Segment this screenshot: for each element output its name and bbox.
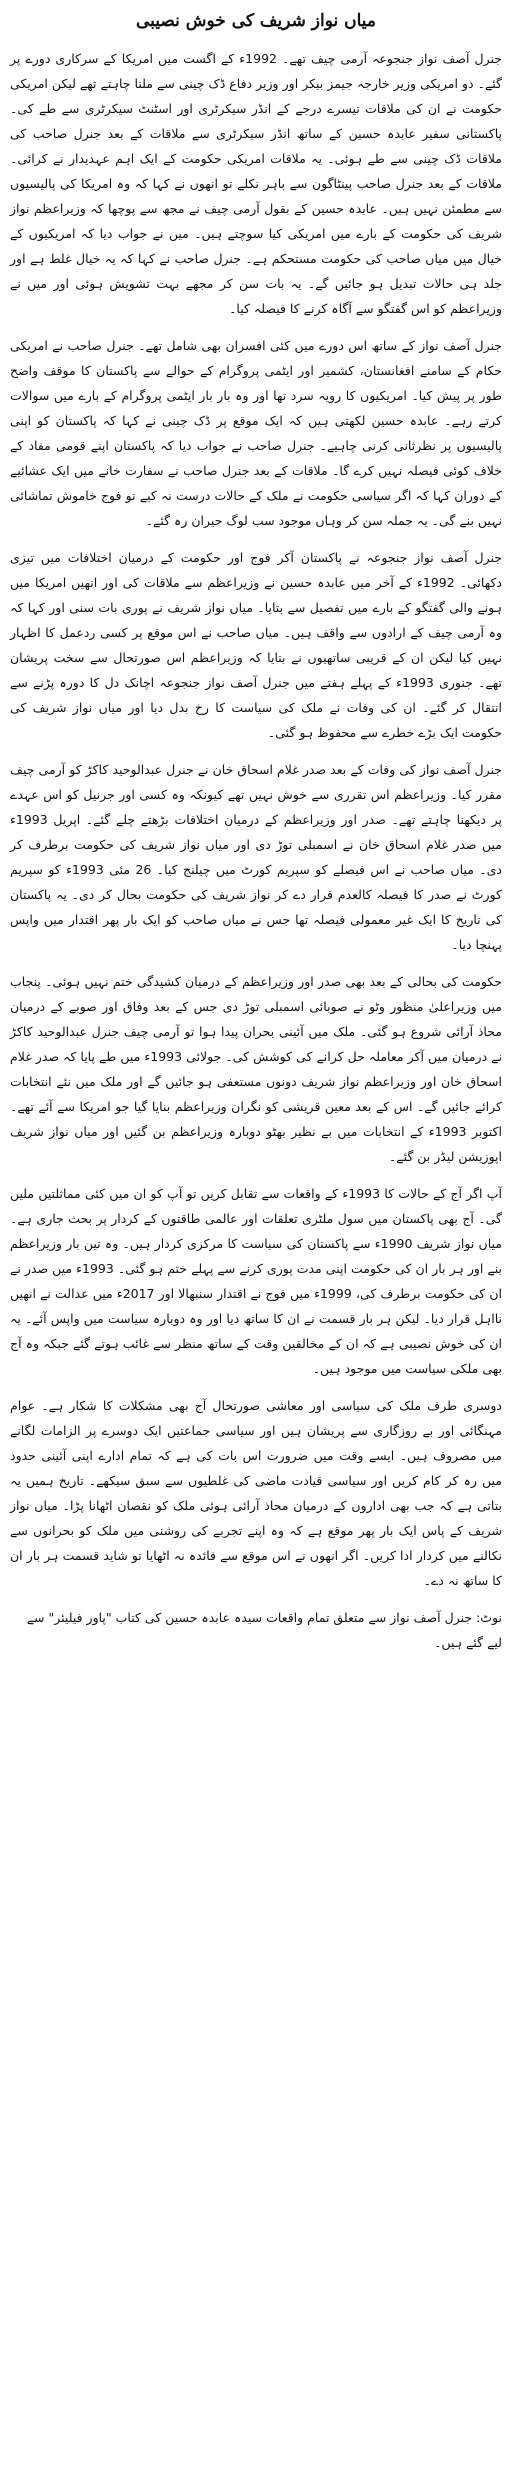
article-paragraph-7: دوسری طرف ملک کی سیاسی اور معاشی صورتحال آج بھی مشکلات کا شکار ہے۔ عوام مہنگائی اور بے روزگاری سے پریشان ہیں اور سیاسی جماعتیں ایک دوسرے پر الزامات لگانے میں مصروف ہیں۔ ایسے وقت میں ضرورت اس بات کی ہے کہ تمام ادارے اپنی آئینی حدود میں رہ کر کام کریں اور سیاسی قیادت ماضی کی غلطیوں سے سبق سیکھے۔ تاریخ ہمیں یہ بتاتی ہے کہ جب بھی اداروں کے درمیان محاذ آرائی ہوئی ملک کو نقصان اٹھانا پڑا۔ میاں نواز شریف کے پاس ایک بار پھر موقع ہے کہ وہ اپنے تجربے کی روشنی میں ملک کو بحرانوں سے نکالنے میں کردار ادا کریں۔ اگر انھوں نے اس موقع سے فائدہ نہ اٹھایا تو شاید قسمت ہر بار ان کا ساتھ نہ دے۔ bbox=[10, 1398, 502, 1588]
article-paragraph-6: آپ اگر آج کے حالات کا 1993ء کے واقعات سے تقابل کریں تو آپ کو ان میں کئی مماثلتیں ملیں گی۔ آج بھی پاکستان میں سول ملٹری تعلقات اور عالمی طاقتوں کے کردار پر بحث جاری ہے۔ میاں نواز شریف 1990ء سے پاکستان کی سیاست کا مرکزی کردار ہیں۔ وہ تین بار وزیراعظم بنے اور ہر بار ان کی حکومت اپنی مدت پوری کرنے سے پہلے ختم ہو گئی۔ 1993ء میں صدر نے ان کی حکومت برطرف کی، 1999ء میں فوج نے اقتدار سنبھالا اور 2017ء میں عدالت نے انھیں نااہل قرار دیا۔ لیکن ہر بار قسمت نے ان کا ساتھ دیا اور وہ دوبارہ سیاست میں واپس آئے۔ یہ ان کی خوش نصیبی ہے کہ ان کے مخالفین وقت کے ساتھ منظر سے غائب ہوتے گئے جبکہ وہ آج بھی ملکی سیاست میں موجود ہیں۔ bbox=[10, 1186, 503, 1376]
article-paragraph-4: جنرل آصف نواز کی وفات کے بعد صدر غلام اسحاق خان نے جنرل عبدالوحید کاکڑ کو آرمی چیف مقرر کیا۔ وزیراعظم اس تقرری سے خوش نہیں تھے کیونکہ وہ کسی اور جرنیل کو اس عہدے پر دیکھنا چاہتے تھے۔ صدر اور وزیراعظم کے درمیان اختلافات بڑھتے چلے گئے۔ اپریل 1993ء میں صدر غلام اسحاق خان نے اسمبلی توڑ دی اور میاں نواز شریف کی حکومت برطرف کر دی۔ میاں صاحب نے اس فیصلے کو سپریم کورٹ میں چیلنج کیا۔ 26 مئی 1993ء کو سپریم کورٹ نے صدر کا فیصلہ کالعدم قرار دے کر نواز شریف کی حکومت بحال کر دی۔ یہ پاکستان کی تاریخ کا ایک غیر معمولی فیصلہ تھا جس نے میاں صاحب کو ایک بار پھر اقتدار میں واپس پہنچا دیا۔ bbox=[10, 762, 502, 952]
article-paragraph-5: حکومت کی بحالی کے بعد بھی صدر اور وزیراعظم کے درمیان کشیدگی ختم نہیں ہوئی۔ پنجاب میں وزیراعلیٰ منظور وٹو نے صوبائی اسمبلی توڑ دی جس کے بعد وفاق اور صوبے کے درمیان محاذ آرائی شروع ہو گئی۔ ملک میں آئینی بحران پیدا ہوا تو آرمی چیف جنرل عبدالوحید کاکڑ نے درمیان میں آکر معاملہ حل کرانے کی کوشش کی۔ جولائی 1993ء میں طے پایا کہ صدر غلام اسحاق خان اور وزیراعظم نواز شریف دونوں مستعفی ہو جائیں گے اور ملک میں نئے انتخابات کرائے جائیں گے۔ اس کے بعد معین قریشی کو نگران وزیراعظم بنایا گیا جو امریکا سے آئے تھے۔ اکتوبر 1993ء کے انتخابات میں بے نظیر بھٹو دوبارہ وزیراعظم بن گئیں اور میاں نواز شریف اپوزیشن لیڈر بن گئے۔ bbox=[10, 974, 502, 1164]
article-paragraph-1: جنرل آصف نواز جنجوعہ آرمی چیف تھے۔ 1992ء کے اگست میں امریکا کے سرکاری دورے پر گئے۔ دو امریکی وزیر خارجہ جیمز بیکر اور وزیر دفاع ڈک چینی سے ملنا چاہتے تھے لیکن امریکی حکومت نے ان کی ملاقات تیسرے درجے کے انڈر سیکرٹری اور اسٹنٹ سیکرٹری سے طے کی۔ پاکستانی سفیر عابدہ حسین کے ساتھ انڈر سیکرٹری سے ملاقات کے بعد جنرل صاحب کی ملاقات ڈک چینی سے طے ہوئی۔ یہ ملاقات امریکی حکومت کے ایک اہم عہدیدار نے کرائی۔ ملاقات کے بعد جنرل صاحب پینٹاگون سے باہر نکلے تو انھوں نے کہا کہ وہ امریکا کی پالیسیوں سے مطمئن نہیں ہیں۔ عابدہ حسین کے بقول آرمی چیف نے مجھ سے پوچھا کہ وزیراعظم نواز شریف کی حکومت کے بارے میں امریکی کیا سوچتے ہیں۔ میں نے جواب دیا کہ امریکیوں کے خیال میں میاں صاحب کی حکومت مستحکم ہے۔ جنرل صاحب نے کہا کہ یہ خیال غلط ہے اور جلد ہی حالات تبدیل ہو جائیں گے۔ یہ بات سن کر مجھے بہت تشویش ہوئی اور میں نے وزیراعظم کو اس گفتگو سے آگاہ کرنے کا فیصلہ کیا۔ bbox=[10, 51, 503, 316]
article-paragraph-2: جنرل آصف نواز کے ساتھ اس دورے میں کئی افسران بھی شامل تھے۔ جنرل صاحب نے امریکی حکام کے سامنے افغانستان، کشمیر اور ایٹمی پروگرام کے حوالے سے پاکستان کا موقف واضح طور پر پیش کیا۔ امریکیوں کا رویہ سرد تھا اور وہ بار بار ایٹمی پروگرام کے بارے میں سوالات کرتے رہے۔ عابدہ حسین لکھتی ہیں کہ ایک موقع پر ڈک چینی نے کہا کہ پاکستان کو اپنی پالیسیوں پر نظرثانی کرنی چاہیے۔ جنرل صاحب نے جواب دیا کہ پاکستان اپنے قومی مفاد کے خلاف کوئی فیصلہ نہیں کرے گا۔ ملاقات کے بعد جنرل صاحب نے سفارت خانے میں ایک عشائیے کے دوران کہا کہ اگر سیاسی حکومت نے ملک کے حالات درست نہ کیے تو فوج خاموش تماشائی نہیں بنے گی۔ یہ جملہ سن کر وہاں موجود سب لوگ حیران رہ گئے۔ bbox=[10, 338, 502, 528]
article-paragraph-3: جنرل آصف نواز جنجوعہ نے پاکستان آکر فوج اور حکومت کے درمیان اختلافات میں تیزی دکھائی۔ 1992ء کے آخر میں عابدہ حسین نے وزیراعظم سے ملاقات کی اور انھیں امریکا میں ہونے والی گفتگو کے بارے میں تفصیل سے بتایا۔ میاں نواز شریف نے پوری بات سنی اور کہا کہ وہ آرمی چیف کے ارادوں سے واقف ہیں۔ میاں صاحب نے اس موقع پر کسی ردعمل کا اظہار نہیں کیا لیکن ان کے قریبی ساتھیوں نے بتایا کہ وزیراعظم اس صورتحال سے سخت پریشان تھے۔ جنوری 1993ء کے پہلے ہفتے میں جنرل آصف نواز جنجوعہ اچانک دل کا دورہ پڑنے سے انتقال کر گئے۔ ان کی وفات نے ملک کی سیاست کا رخ بدل دیا اور میاں نواز شریف کی حکومت ایک بڑے خطرے سے محفوظ ہو گئی۔ bbox=[10, 550, 502, 740]
article-footnote: نوٹ: جنرل آصف نواز سے متعلق تمام واقعات سیدہ عابدہ حسین کی کتاب "پاور فیلیئر" سے لیے گئے ہیں۔ bbox=[26, 1610, 502, 1650]
article-headline: میاں نواز شریف کی خوش نصیبی bbox=[135, 11, 377, 31]
